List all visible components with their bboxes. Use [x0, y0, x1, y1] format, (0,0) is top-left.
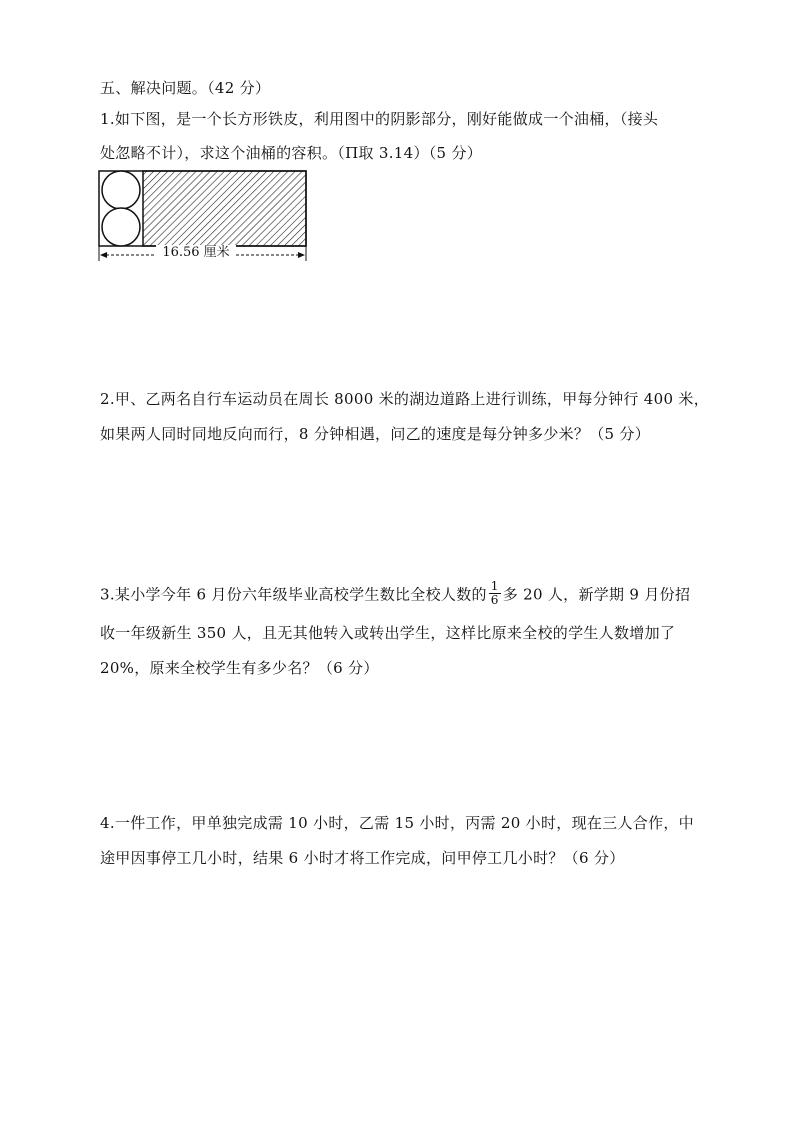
- question-3-line-1: [100, 579, 691, 609]
- bottom-circle: [102, 208, 140, 246]
- question-3-line-3: 20%，原来全校学生有多少名？（6 分）: [100, 659, 379, 677]
- dimension-label: 16.56 厘米: [156, 245, 236, 260]
- question-1-figure: [98, 170, 310, 266]
- fraction-numerator: 1: [490, 579, 499, 593]
- question-1-line-2: 处忽略不计），求这个油桶的容积。（Π取 3.14）（5 分）: [100, 144, 483, 162]
- shaded-region: [143, 171, 306, 246]
- top-circle: [102, 171, 140, 209]
- question-2-line-2: 如果两人同时同地反向而行，8 分钟相遇，问乙的速度是每分钟多少米？（5 分）: [100, 425, 651, 443]
- question-3-text-before-fraction: 3.某小学今年 6 月份六年级毕业高校学生数比全校人数的: [100, 585, 487, 604]
- question-3-line-2: 收一年级新生 350 人，且无其他转入或转出学生，这样比原来全校的学生人数增加了: [100, 624, 676, 642]
- section-heading: 五、解决问题。（42 分）: [100, 79, 271, 97]
- question-3-text-after-fraction: 多 20 人，新学期 9 月份招: [502, 585, 691, 604]
- fraction-denominator: 6: [490, 593, 499, 607]
- question-4-line-1: 4.一件工作，甲单独完成需 10 小时，乙需 15 小时，丙需 20 小时，现在三人合作，中: [100, 814, 694, 832]
- fraction-one-sixth: [489, 580, 501, 607]
- question-2-line-1: 2.甲、乙两名自行车运动员在周长 8000 米的湖边道路上进行训练，甲每分钟行 400 米，: [100, 390, 709, 408]
- question-4-line-2: 途甲因事停工几小时，结果 6 小时才将工作完成，问甲停工几小时？（6 分）: [100, 849, 625, 867]
- question-1-line-1: 1.如下图，是一个长方形铁皮，利用图中的阴影部分，刚好能做成一个油桶，（接头: [100, 110, 659, 128]
